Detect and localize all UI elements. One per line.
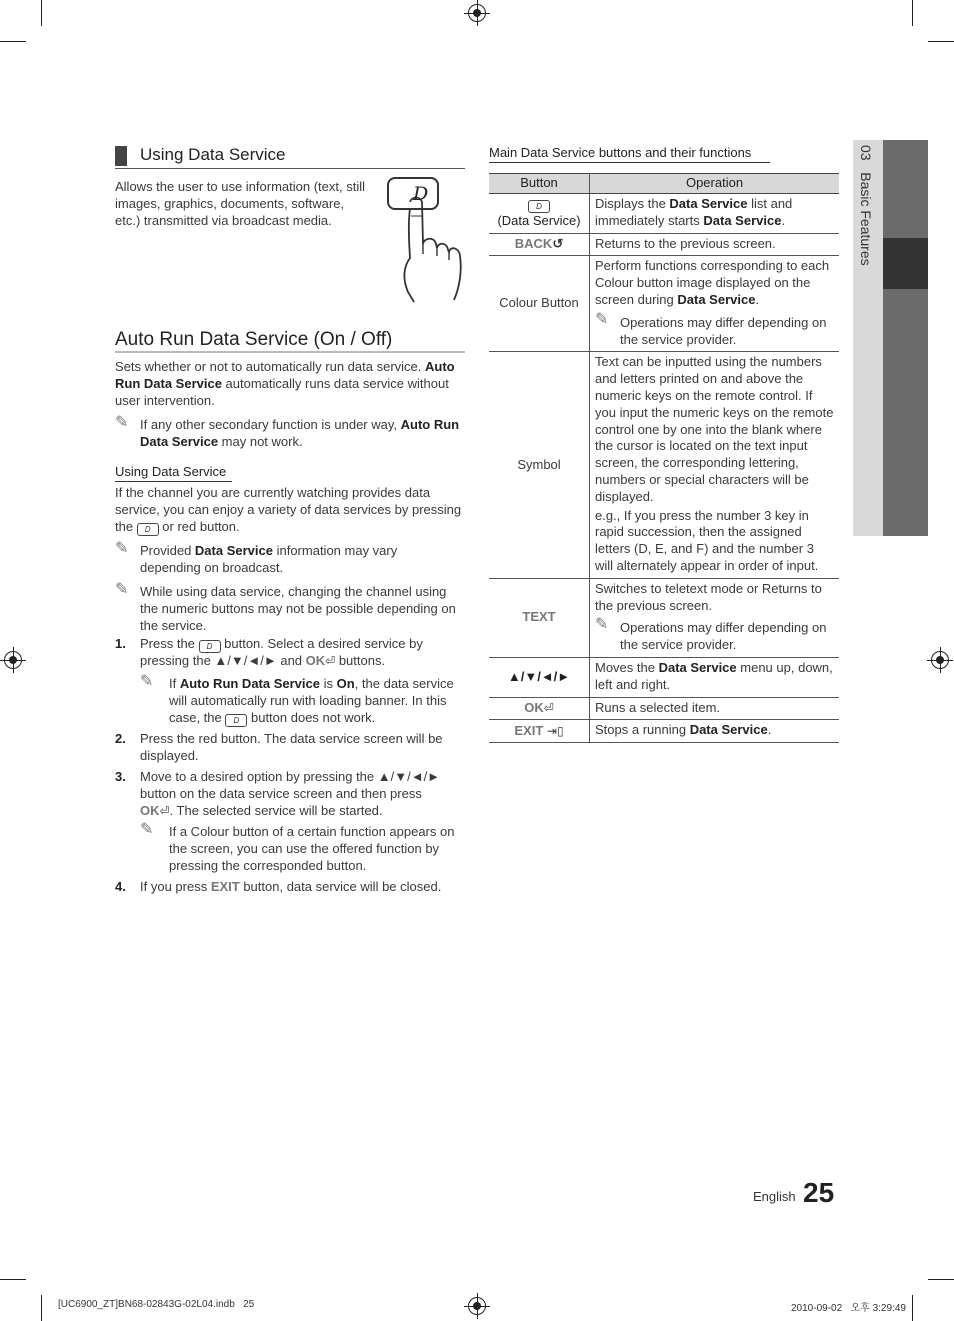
text: , the data service will automatically run with loading banner. In this case, the — [169, 676, 454, 725]
button-label: (Data Service) — [497, 213, 581, 229]
column-header-operation: Operation — [590, 174, 840, 194]
bold-term: Auto Run Data Service — [115, 359, 455, 391]
text: . The selected service will be started. — [169, 802, 383, 818]
operation-cell — [590, 720, 840, 743]
buttons-table — [489, 173, 839, 743]
note-pencil-icon: ✎ — [115, 581, 129, 598]
column-header-button: Button — [489, 174, 590, 194]
text: Stops a running — [595, 722, 690, 738]
crop-mark — [0, 41, 26, 42]
note-pencil-icon: ✎ — [140, 821, 154, 838]
operation-cell — [590, 578, 840, 657]
back-key: BACK — [514, 236, 553, 252]
crop-mark — [912, 1295, 913, 1321]
note-pencil-icon: ✎ — [115, 540, 129, 557]
step-text — [140, 879, 460, 896]
ok-key: OK — [305, 653, 326, 668]
data-service-button-icon: D — [199, 640, 221, 653]
crop-mark — [912, 0, 913, 26]
note-pencil-icon: ✎ — [595, 310, 609, 328]
exit-key: EXIT — [210, 879, 240, 894]
text: buttons. — [335, 653, 386, 668]
section-heading-auto-run: Auto Run Data Service (On / Off) — [115, 329, 393, 350]
crop-mark — [928, 41, 954, 42]
registration-mark-icon — [468, 1297, 486, 1315]
ok-key: OK — [140, 802, 160, 818]
step-number: 2. — [115, 731, 126, 746]
text: Perform functions corresponding to each Colour button image displayed on the screen during — [595, 258, 830, 307]
arrow-keys: ▲/▼/◄/► — [507, 668, 571, 684]
step-text: Press the red button. The data service screen will be displayed. — [140, 731, 443, 763]
bold-term: Data Service — [677, 291, 756, 307]
enter-icon: ⏎ — [325, 654, 336, 668]
table-note — [595, 310, 834, 349]
using-description — [115, 485, 465, 536]
operation-cell — [590, 194, 840, 234]
intro-text: Allows the user to use information (text, still images, graphics, documents, software, etc.) transmitted via broadcast media. — [115, 179, 365, 228]
operation-cell — [590, 657, 840, 697]
return-arrow-icon: ↺ — [552, 236, 564, 252]
button-cell — [489, 720, 590, 743]
operation-cell — [590, 256, 840, 352]
bold-term: Data Service — [703, 212, 782, 228]
table-row — [489, 697, 839, 720]
registration-mark-icon — [468, 4, 486, 22]
side-tab-label: 03 Basic Features — [858, 145, 874, 266]
step-number: 1. — [115, 636, 126, 651]
table-row — [489, 352, 839, 578]
registration-mark-icon — [931, 651, 949, 669]
text: e.g., If you press the number 3 key in rapid succession, then the assigned letters (D, E, and F) and the number 3 will alternately appear in order of input. — [595, 507, 819, 573]
data-service-button-icon: D — [225, 714, 247, 727]
enter-icon: ⏎ — [159, 803, 170, 818]
text: If you press — [140, 879, 211, 894]
note-text — [140, 543, 430, 577]
subheading-rule — [115, 481, 232, 482]
text-key: TEXT — [522, 609, 556, 625]
text: or red button. — [158, 518, 240, 534]
text: information may vary depending on broadcast. — [140, 543, 398, 575]
table-row — [489, 657, 839, 697]
text: Moves the — [595, 659, 659, 675]
data-service-button-icon: D — [528, 200, 550, 213]
text: Press the — [140, 636, 199, 651]
crop-mark — [41, 1295, 42, 1321]
bold-term: On — [336, 676, 355, 691]
text: If — [169, 676, 180, 691]
text: If the channel you are currently watching provides data service, you can enjoy a variety of data services by pressing the — [115, 485, 462, 534]
side-tab-active — [883, 238, 928, 289]
hand-pressing-button-icon — [382, 174, 472, 306]
note-pencil-icon: ✎ — [115, 414, 129, 431]
print-footer-left: [UC6900_ZT]BN68-02843G-02L04.indb 25 — [58, 1299, 255, 1310]
text: list and immediately starts — [595, 196, 793, 228]
text: Switches to teletext mode or Returns to the previous screen. — [595, 580, 822, 613]
enter-icon: ⏎ — [543, 701, 554, 716]
step-text — [140, 636, 440, 670]
text: . — [767, 722, 772, 738]
bold-term: Data Service — [658, 659, 737, 675]
step-number: 4. — [115, 879, 126, 894]
text: If any other secondary function is under way, — [140, 417, 401, 432]
text: Sets whether or not to automatically run data service. — [115, 359, 425, 374]
button-cell — [489, 233, 590, 256]
text: automatically runs data service without user intervention. — [115, 375, 449, 408]
text: menu up, down, left and right. — [595, 659, 833, 692]
table-title: Main Data Service buttons and their functions — [489, 145, 752, 160]
table-header-row — [489, 174, 839, 194]
section-heading: Using Data Service — [140, 145, 286, 164]
registration-mark-icon — [4, 651, 22, 669]
crop-mark — [0, 1279, 26, 1280]
operation-cell — [590, 352, 840, 578]
text: Operations may differ depending on the service provider. — [620, 314, 827, 347]
text: Displays the — [595, 196, 670, 211]
operation-cell: Runs a selected item. — [590, 697, 840, 720]
table-row — [489, 578, 839, 657]
print-footer-right: 2010-09-02 오후 3:29:49 — [791, 1303, 906, 1314]
bold-term: Auto Run Data Service — [140, 417, 460, 449]
table-note — [595, 616, 834, 654]
step-text — [140, 769, 450, 819]
button-cell: Colour Button — [489, 256, 590, 352]
text: button, data service will be closed. — [239, 879, 442, 894]
note-text: If a Colour button of a certain function appears on the screen, you can use the offered function by pressing the corresponded button. — [169, 824, 455, 873]
bold-term: Auto Run Data Service — [179, 676, 320, 691]
heading-rule — [115, 168, 465, 169]
table-row — [489, 256, 839, 352]
note-pencil-icon: ✎ — [140, 673, 154, 690]
note-text — [140, 417, 465, 451]
table-title-rule — [489, 162, 770, 163]
heading-rule — [115, 351, 465, 353]
button-cell — [489, 657, 590, 697]
step-number: 3. — [115, 769, 126, 784]
exit-door-icon: ⇥▯ — [546, 723, 564, 738]
bold-term: Data Service — [669, 196, 748, 211]
page-number: 25 — [803, 1177, 835, 1208]
illustration-letter: D — [413, 183, 429, 205]
button-cell — [489, 697, 590, 720]
bold-term: Data Service — [194, 543, 273, 558]
text: . — [755, 291, 760, 307]
subheading: Using Data Service — [115, 464, 227, 479]
text: Move to a desired option by pressing the ▲/▼/◄/► button on the data service screen and then press — [140, 769, 441, 801]
heading-marker — [115, 146, 127, 166]
side-tab-dark — [883, 140, 928, 536]
text: Operations may differ depending on the service provider. — [620, 620, 827, 653]
text: . — [781, 212, 786, 228]
note-text: While using data service, changing the channel using the numeric buttons may not be possible depending on the service. — [140, 584, 456, 633]
crop-mark — [928, 1279, 954, 1280]
text: may not work. — [218, 433, 303, 449]
crop-mark — [41, 0, 42, 26]
button-cell: Symbol — [489, 352, 590, 578]
button-cell — [489, 194, 590, 234]
note-text — [169, 676, 464, 727]
auto-run-description — [115, 359, 463, 409]
text: button. Select a desired service by pressing the ▲/▼/◄/► and — [140, 636, 423, 668]
exit-key: EXIT — [514, 722, 544, 738]
operation-cell: Returns to the previous screen. — [590, 233, 840, 256]
page-language: English — [753, 1189, 796, 1204]
table-row — [489, 194, 839, 234]
table-row — [489, 720, 839, 743]
data-service-button-icon: D — [137, 523, 159, 536]
text: is — [320, 676, 337, 691]
text: Text can be inputted using the numbers and letters printed on and above the numeric keys on the remote control. If you input the numeric keys on the remote control one by one into the blank where the cursor is located on the text input screen, the corresponding lettering, numbers or special characters will be displayed. — [595, 354, 834, 504]
text: button does not work. — [247, 709, 376, 725]
ok-key: OK — [524, 700, 544, 716]
text: Provided — [140, 543, 195, 558]
note-pencil-icon: ✎ — [595, 616, 609, 634]
button-cell — [489, 578, 590, 657]
bold-term: Data Service — [689, 722, 768, 738]
table-row — [489, 233, 839, 256]
